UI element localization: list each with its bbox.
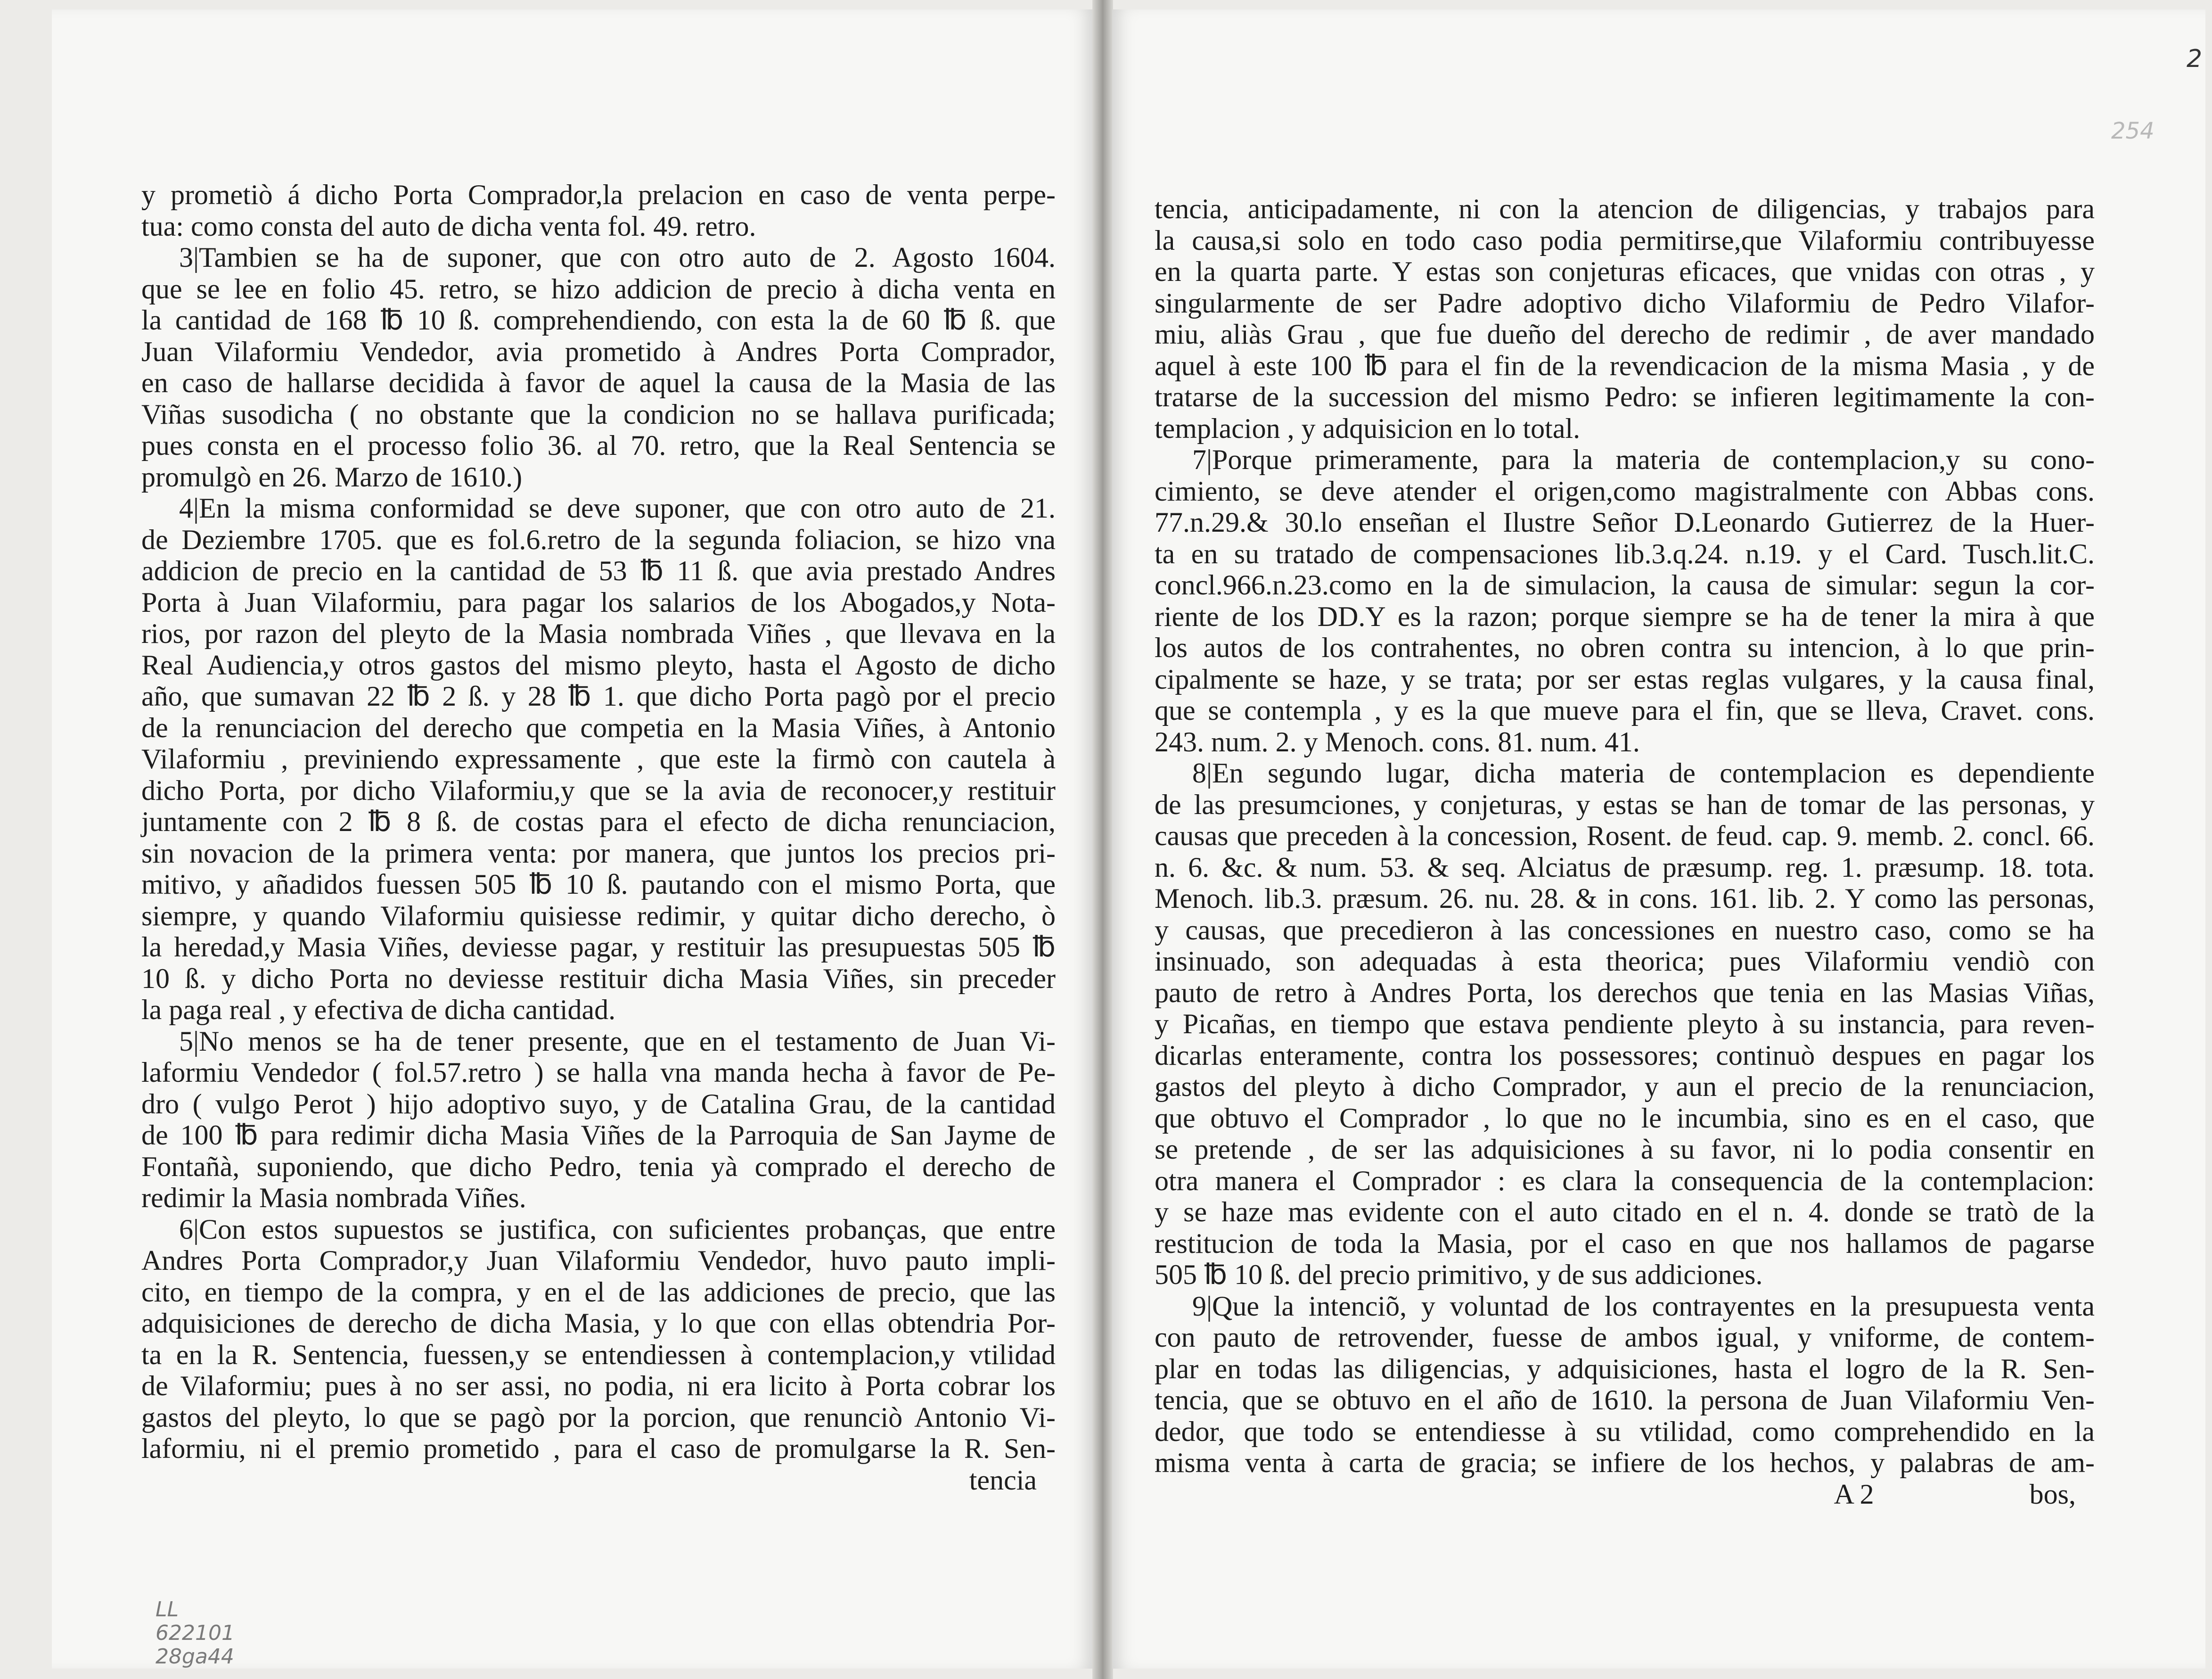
text-line: Real Audiencia,y otros gastos del mismo pleyto, hasta el Agosto de dicho — [141, 649, 1056, 681]
text-line: mitivo, y añadidos fuessen 505 ℔ 10 ß. pautando con el mismo Porta, que — [141, 869, 1056, 900]
book-gutter — [1092, 0, 1113, 1679]
handwritten-folio-mark: 2 — [2187, 45, 2203, 73]
text-line: 9|Que la intenciõ, y voluntad de los contrayentes en la presupuesta venta — [1192, 1290, 2095, 1322]
text-line: rios, por razon del pleyto de la Masia nombrada Viñes , que llevava en la — [141, 618, 1056, 649]
text-line: de las presumciones, y conjeturas, y estas se han de tomar de las personas, y — [1155, 789, 2095, 820]
text-line: 10 ß. y dicho Porta no deviesse restituir dicha Masia Viñes, sin preceder — [141, 963, 1056, 994]
text-line: con pauto de retrovender, fuesse de ambos igual, y vniforme, de contem- — [1155, 1322, 2095, 1353]
text-line: singularmente de ser Padre adoptivo dicho Vilaformiu de Pedro Vilafor- — [1155, 287, 2095, 319]
text-line: gastos del pleyto, lo que se pagò por la porcion, que renunciò Antonio Vi- — [141, 1401, 1056, 1433]
text-line: plar en todas las diligencias, y adquisiciones, hasta el logro de la R. Sen- — [1155, 1353, 2095, 1384]
text-line: juntamente con 2 ℔ 8 ß. de costas para el efecto de dicha renunciacion, — [141, 806, 1056, 837]
text-line: tencia, que se obtuvo en el año de 1610. la persona de Juan Vilaformiu Ven- — [1155, 1384, 2095, 1416]
text-line: pauto de retro à Andres Porta, los derechos que tenia en las Masias Viñas, — [1155, 977, 2095, 1008]
text-line: aquel à este 100 ℔ para el fin de la revendicacion de la misma Masia , y de — [1155, 350, 2095, 381]
right-page — [1112, 9, 2205, 1669]
text-line: tratarse de la succession del mismo Pedro: se infieren legitimamente la con- — [1155, 381, 2095, 412]
text-line: ta en su tratado de compensaciones lib.3.q.24. n.19. y el Card. Tusch.lit.C. — [1155, 538, 2095, 569]
text-line: en caso de hallarse decidida à favor de aquel la causa de la Masia de las — [141, 367, 1056, 398]
shelfmark-line: LL — [156, 1597, 179, 1621]
faint-folio-number: 254 — [2111, 118, 2155, 144]
text-line: cimiento, se deve atender el origen,como magistralmente con Abbas cons. — [1155, 475, 2095, 507]
text-line: 243. num. 2. y Menoch. cons. 81. num. 41. — [1155, 726, 1640, 757]
text-line: dro ( vulgo Perot ) hijo adoptivo suyo, y de Catalina Grau, de la cantidad — [141, 1088, 1056, 1119]
text-line: la cantidad de 168 ℔ 10 ß. comprehendiendo, con esta la de 60 ℔ ß. que — [141, 305, 1056, 336]
text-line: la causa,si solo en todo caso podia permitirse,que Vilaformiu contribuyesse — [1155, 224, 2095, 256]
text-line: 8|En segundo lugar, dicha materia de contemplacion es dependiente — [1192, 757, 2095, 789]
text-line: se pretende , de ser las adquisiciones à su favor, ni lo podia consentir en — [1155, 1134, 2095, 1165]
text-line: 4|En la misma conformidad se deve suponer, que con otro auto de 21. — [179, 493, 1056, 524]
text-line: cipalmente se haze, y se trata; por ser estas reglas vulgares, y la causa final, — [1155, 663, 2095, 695]
text-line: que se lee en folio 45. retro, se hizo addicion de precio à dicha venta en — [141, 273, 1056, 305]
text-line: misma venta à carta de gracia; se infiere de los hechos, y palabras de am- — [1155, 1447, 2095, 1478]
text-line: dicarlas enteramente, contra los possessores; continuò despues en pagar los — [1155, 1039, 2095, 1071]
text-line: adquisiciones de derecho de dicha Masia, y lo que con ellas obtendria Por- — [141, 1308, 1056, 1339]
text-line: 77.n.29.& 30.lo enseñan el Ilustre Señor D.Leonardo Gutierrez de la Huer- — [1155, 507, 2095, 538]
text-line: 7|Porque primeramente, para la materia de contemplacion,y su cono- — [1192, 444, 2095, 475]
text-line: Andres Porta Comprador,y Juan Vilaformiu Vendedor, huvo pauto impli- — [141, 1245, 1056, 1276]
text-line: Vilaformiu , previniendo expressamente , que este la firmò con cautela à — [141, 743, 1056, 774]
handwritten-shelfmark — [156, 1598, 235, 1669]
text-line: restitucion de toda la Masia, por el caso en que nos hallamos de pagarse — [1155, 1227, 2095, 1259]
catchword: bos, — [2029, 1478, 2076, 1510]
text-line: y prometiò á dicho Porta Comprador,la prelacion en caso de venta perpe- — [141, 179, 1056, 210]
text-line: siempre, y quando Vilaformiu quisiesse redimir, y quitar dicho derecho, ò — [141, 900, 1056, 931]
text-line: en la quarta parte. Y estas son conjeturas eficaces, que vnidas con otras , y — [1155, 256, 2095, 287]
text-line: Fontañà, suponiendo, que dicho Pedro, tenia yà comprado el derecho de — [141, 1151, 1056, 1182]
text-line: y se haze mas evidente con el auto citado en el n. 4. donde se tratò de la — [1155, 1196, 2095, 1227]
left-page-text — [141, 179, 1056, 1496]
text-line: que obtuvo el Comprador , lo que no le incumbia, sino es en el caso, que — [1155, 1102, 2095, 1134]
text-line: concl.966.n.23.como en la de simulacion, la causa de simular: segun la cor- — [1155, 569, 2095, 601]
text-line: dicho Porta, por dicho Vilaformiu,y que se la avia de reconocer,y restituir — [141, 774, 1056, 806]
left-page — [52, 9, 1093, 1669]
text-line: laformiu, ni el premio prometido , para el caso de promulgarse la R. Sen- — [141, 1433, 1056, 1464]
page-footer — [1155, 1479, 2095, 1510]
page-footer — [141, 1465, 1056, 1496]
text-line: que se contempla , y es la que mueve para el fin, que se lleva, Cravet. cons. — [1155, 695, 2095, 726]
text-line: Viñas susodicha ( no obstante que la condicion no se hallava purificada; — [141, 398, 1056, 430]
text-line: Juan Vilaformiu Vendedor, avia prometido à Andres Porta Comprador, — [141, 336, 1056, 367]
text-line: miu, aliàs Grau , que fue dueño del derecho de redimir , de aver mandado — [1155, 319, 2095, 350]
text-line: pues consta en el processo folio 36. al 70. retro, que la Real Sentencia se — [141, 430, 1056, 461]
text-line: cito, en tiempo de la compra, y en el de las addiciones de precio, que las — [141, 1276, 1056, 1308]
text-line: causas que preceden à la concession, Rosent. de feud. cap. 9. memb. 2. concl. 66. — [1155, 820, 2095, 851]
text-line: 3|Tambien se ha de suponer, que con otro auto de 2. Agosto 1604. — [179, 242, 1056, 273]
catchword: tencia — [969, 1464, 1037, 1496]
text-line: Menoch. lib.3. præsum. 26. nu. 28. & in cons. 161. lib. 2. Y como las personas, — [1155, 883, 2095, 914]
text-line: promulgò en 26. Marzo de 1610.) — [141, 461, 523, 493]
text-line: templacion , y adquisicion en lo total. — [1155, 412, 1581, 444]
text-line: laformiu Vendedor ( fol.57.retro ) se halla vna manda hecha à favor de Pe- — [141, 1057, 1056, 1088]
text-line: 6|Con estos supuestos se justifica, con suficientes probanças, que entre — [179, 1213, 1056, 1245]
text-line: sin novacion de la primera venta: por manera, que juntos los precios pri- — [141, 837, 1056, 869]
text-line: de 100 ℔ para redimir dicha Masia Viñes de la Parroquia de San Jayme de — [141, 1119, 1056, 1151]
text-line: 505 ℔ 10 ß. del precio primitivo, y de sus addiciones. — [1155, 1259, 1763, 1290]
text-line: la heredad,y Masia Viñes, deviesse pagar, y restituir las presupuestas 505 ℔ — [141, 931, 1056, 963]
right-page-text — [1155, 193, 2095, 1510]
text-line: tua: como consta del auto de dicha venta fol. 49. retro. — [141, 210, 756, 242]
text-line: dedor, que todo se entendiesse à su vtilidad, como comprehendido en la — [1155, 1416, 2095, 1447]
text-line: de Deziembre 1705. que es fol.6.retro de la segunda foliacion, se hizo vna — [141, 524, 1056, 555]
text-line: gastos del pleyto à dicho Comprador, y aun el precio de la renunciacion, — [1155, 1071, 2095, 1102]
text-line: los autos de los contrahentes, no obren contra su intencion, à lo que prin- — [1155, 632, 2095, 663]
text-line: la paga real , y efectiva de dicha cantidad. — [141, 994, 616, 1025]
text-line: de Vilaformiu; pues à no ser assi, no podia, ni era licito à Porta cobrar los — [141, 1370, 1056, 1401]
text-line: Porta à Juan Vilaformiu, para pagar los salarios de los Abogados,y Nota- — [141, 586, 1056, 618]
text-line: insinuado, son adequadas à esta theorica; pues Vilaformiu vendiò con — [1155, 946, 2095, 977]
text-line: addicion de precio en la cantidad de 53 ℔ 11 ß. que avia prestado Andres — [141, 555, 1056, 586]
text-line: ta en la R. Sentencia, fuessen,y se entendiessen à contemplacion,y vtilidad — [141, 1339, 1056, 1370]
text-line: riente de los DD.Y es la razon; porque siempre se ha de tener la mira à que — [1155, 601, 2095, 632]
shelfmark-line: 622101 — [156, 1621, 235, 1645]
shelfmark-line: 28ga44 — [156, 1645, 234, 1669]
text-line: y Picañas, en tiempo que estava pendiente pleyto à su instancia, para reven- — [1155, 1008, 2095, 1039]
text-line: otra manera el Comprador : es clara la consequencia de la contemplacion: — [1155, 1165, 2095, 1196]
signature-mark: A 2 — [1834, 1478, 1874, 1510]
text-line: n. 6. &c. & num. 53. & seq. Alciatus de præsump. reg. 1. præsump. 18. tota. — [1155, 851, 2095, 883]
text-line: y causas, que precedieron à las concessiones en nuestro caso, como se ha — [1155, 914, 2095, 946]
text-line: tencia, anticipadamente, ni con la atencion de diligencias, y trabajos para — [1155, 193, 2095, 224]
text-line: año, que sumavan 22 ℔ 2 ß. y 28 ℔ 1. que dicho Porta pagò por el precio — [141, 681, 1056, 712]
text-line: de la renunciacion del derecho que competia en la Masia Viñes, à Antonio — [141, 712, 1056, 743]
text-line: 5|No menos se ha de tener presente, que en el testamento de Juan Vi- — [179, 1025, 1056, 1057]
text-line: redimir la Masia nombrada Viñes. — [141, 1182, 526, 1213]
